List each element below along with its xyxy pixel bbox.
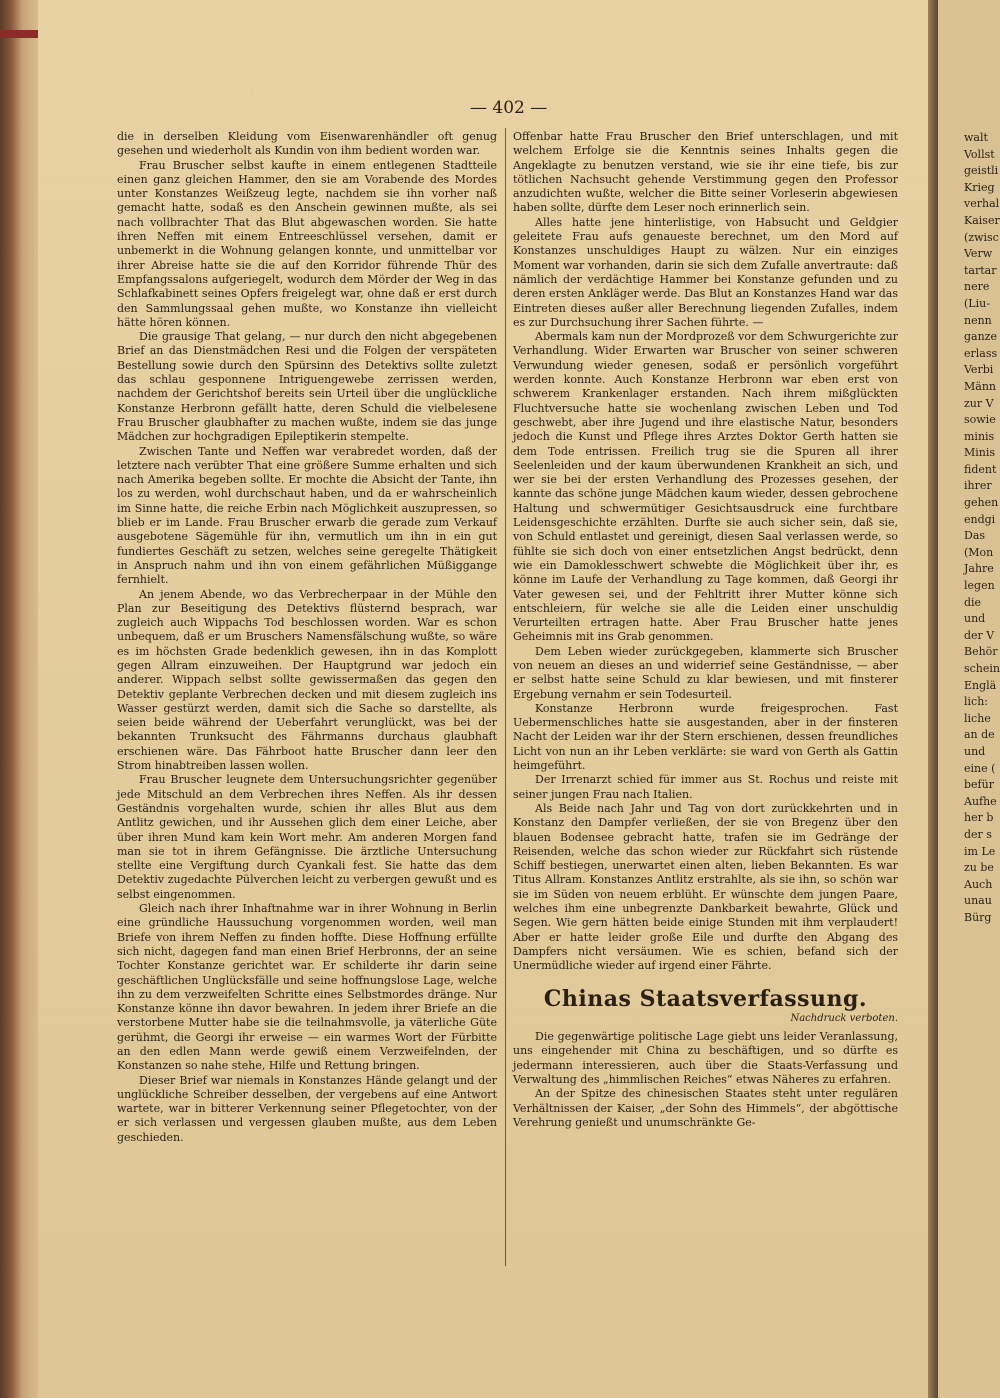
facing-page-fragment: Kaiser [964, 213, 1000, 227]
facing-page-text [964, 130, 1000, 927]
article-paragraph: An der Spitze des chinesischen Staates steht unter regulären Verhältnissen der Kaiser, „der Sohn des Himmels“, der abgöttische Verehrung genießt und unumschränkte Ge- [513, 1087, 898, 1129]
edge-red-stripe [0, 30, 38, 38]
facing-page-fragment: Aufhe [964, 794, 997, 808]
book-edge [0, 0, 38, 1398]
facing-page-fragment: sowie [964, 413, 996, 427]
paragraph: Konstanze Herbronn wurde freigesprochen. Fast Uebermenschliches hatte sie ausgestanden, aber in der finsteren Nacht der Leiden war ihr der Stern erschienen, dessen freundliches Licht von nun an ihr Leben verklärte: sie ward von Gerth als Gattin heimgeführt. [513, 701, 898, 773]
facing-page-fragment: her b [964, 811, 994, 825]
facing-page-fragment: Bürg [964, 910, 992, 924]
paragraph: Frau Bruscher leugnete dem Untersuchungsrichter gegenüber jede Mitschuld an dem Verbrechen ihres Neffen. Als ihr dessen Geständnis vorgehalten wurde, schien ihr alles Blut aus dem Antlitz gewichen, und ihr Aussehen glich dem einer Leiche, aber über ihren Mund kam kein Wort mehr. Am anderen Morgen fand man sie tot in ihrem Gefängnisse. Die ärztliche Untersuchung stellte eine Vergiftung durch Cyankali fest. Sie hatte das dem Detektiv zugedachte Pülverchen leicht zu verbergen gewußt und es selbst eingenommen. [117, 773, 497, 901]
facing-page-fragment: Minis [964, 446, 996, 460]
facing-page-fragment: minis [964, 429, 995, 443]
paragraph: Die grausige That gelang, — nur durch den nicht abgegebenen Brief an das Dienstmädchen Resi und die Folgen der verspäteten Bestellung sowie durch den Spürsinn des Detektivs sollte zuletzt das schlau gesponnene Intriguengewebe zerrissen werden, nachdem der Gerichtshof bereits sein Urteil über die unglückliche Konstanze Herbronn gefällt hatte, deren Schuld die vielbelesene Frau Bruscher glaubhafter zu machen wußte, indem sie das junge Mädchen zur hochgradigen Epileptikerin stempelte. [117, 330, 497, 444]
facing-page-fragment: Auch [964, 877, 993, 891]
facing-page-fragment: ihrer [964, 479, 992, 493]
facing-page-fragment: tartar [964, 263, 997, 277]
facing-page-fragment: nere [964, 280, 990, 294]
facing-page-fragment: Verw [964, 247, 993, 261]
facing-page-fragment: fident [964, 462, 997, 476]
facing-page-fragment: Englä [964, 678, 997, 692]
paragraph: Frau Bruscher selbst kaufte in einem entlegenen Stadtteile einen ganz gleichen Hammer, den sie am Vorabende des Mordes unter Konstanzes Weißzeug legte, nachdem sie ihn vorher naß gemacht hatte, sodaß es den Anschein gewinnen mußte, als sei nach vollbrachter That das Blut abgewaschen worden. Sie hatte ihren Neffen mit einem Entreeschlüssel versehen, damit er unbemerkt in die Wohnung gelangen konnte, und unmittelbar vor ihrer Abreise hatte sie die auf den Korridor führende Thür des Empfangssalons aufgeriegelt, wodurch dem Mörder der Weg in das Schlafkabinett seines Opfers freigelegt war, ohne daß er erst durch den Sammlungssaal gehen mußte, wo Konstanze ihn vielleicht hätte hören können. [117, 158, 497, 329]
facing-page-fragment: verhal [964, 197, 1000, 211]
facing-page-fragment: Vollst [964, 147, 995, 161]
paragraph: Alles hatte jene hinterlistige, von Habsucht und Geldgier geleitete Frau aufs genaueste berechnet, um den Mord auf Konstanzes unschuldiges Haupt zu wälzen. Nur ein einziges Moment war vorhanden, darin sie sich dem Zufalle anvertraute: daß nämlich der verdächtige Hammer bei Konstanze gefunden und zu deren ersten Ankläger werde. Das Blut an Konstanzes Hand war das Eintreten dieses außer aller Berechnung liegenden Zufalles, indem es zur Durchsuchung ihrer Sachen führte. — [513, 215, 898, 329]
paragraph: Dem Leben wieder zurückgegeben, klammerte sich Bruscher von neuem an dieses an und widerrief seine Geständnisse, — aber er selbst hatte seine Schuld zu klar bewiesen, und mit finsterer Ergebung vernahm er sein Todesurteil. [513, 644, 898, 701]
paragraph: Abermals kam nun der Mordprozeß vor dem Schwurgerichte zur Verhandlung. Wider Erwarten war Bruscher von seiner schweren Verwundung wieder genesen, sodaß er persönlich vorgeführt werden konnte. Auch Konstanze Herbronn war eben erst von schwerem Krankenlager erstanden. Nach ihrem mißglückten Fluchtversuche hatte sie wochenlang zwischen Leben und Tod geschwebt, aber ihre Jugend und ihre elastische Natur, besonders jedoch die Kunst und Pflege ihres Arztes Doktor Gerth hatten sie dem Tode entrissen. Freilich trug sie die Spuren all ihrer Seelenleiden und der kaum überwundenen Krankheit an sich, und wer sie bei der ersten Verhandlung des Prozesses gesehen, der kannte das schöne junge Mädchen kaum wieder, dessen gebrochene Haltung und schwermütiger Gesichtsausdruck eine furchtbare Leidensgeschichte erzählten. Durfte sie auch sicher sein, daß sie, von Schuld entlastet und gereinigt, diesen Saal verlassen werde, so fühlte sie sich doch von einer entsetzlichen Angst bedrückt, denn wie ein Damoklesschwert schwebte die Möglichkeit über ihr, es könne im Laufe der Verhandlung zu Tage kommen, daß Georgi ihr Vater gewesen sei, und der Fehltritt ihrer Mutter könne sich entschleiern, für welche sie alle die Leiden einer unschuldig Verurteilten ertragen hatte. Aber Frau Bruscher hatte jenes Geheimnis mit ins Grab genommen. [513, 330, 898, 644]
paragraph: Dieser Brief war niemals in Konstanzes Hände gelangt und der unglückliche Schreiber desselben, der vergebens auf eine Antwort wartete, war in bitterer Verkennung seiner Pflegetochter, von der er sich verlassen und vergessen glauben mußte, aus dem Leben geschieden. [117, 1073, 497, 1144]
facing-page-fragment: nenn [964, 313, 992, 327]
facing-page-fragment: ganze [964, 330, 997, 344]
facing-page-fragment: unau [964, 894, 992, 908]
paragraph: Offenbar hatte Frau Bruscher den Brief unterschlagen, und mit welchem Erfolge sie die Kenntnis seines Inhalts gegen die Angeklagte zu benutzen verstand, wie sie ihr eine tiefe, bis zur tötlichen Nachsucht gehende Verstimmung gegen den Professor anzudichten wußte, welcher die Bitte seiner Vorleserin abgewiesen haben sollte, dürfte dem Leser noch erinnerlich sein. [513, 130, 898, 215]
facing-page-fragment: legen [964, 579, 995, 593]
facing-page-fragment: die [964, 595, 982, 609]
facing-page-fragment: Das [964, 529, 986, 543]
facing-page-fragment: lich: [964, 695, 988, 709]
column-divider [505, 128, 506, 1266]
facing-page-fragment: eine ( [964, 761, 996, 775]
article-headline: Chinas Staatsverfassung. [543, 985, 868, 1012]
facing-page-fragment: zur V [964, 396, 994, 410]
facing-page-fragment: Krieg [964, 180, 995, 194]
facing-page-fragment: (Mon [964, 545, 994, 559]
facing-page-fragment: gehen [964, 496, 999, 510]
facing-page-fragment: schein [964, 662, 1000, 675]
facing-page-fragment: Männ [964, 379, 996, 393]
paragraph: Gleich nach ihrer Inhaftnahme war in ihrer Wohnung in Berlin eine gründliche Haussuchung vorgenommen worden, weil man Briefe von ihrem Neffen zu finden hoffte. Diese Hoffnung erfüllte sich nicht, dagegen fand man einen Brief Herbronns, der an seine Tochter Konstanze gerichtet war. Er schilderte ihr darin seine geschäftlichen Unglücksfälle und seine hoffnungslose Lage, welche ihn zu dem verzweifelten Schritte eines Selbstmordes dränge. Nur Konstanze könne ihn davor bewahren. In jedem ihrer Briefe an die verstorbene Mutter habe sie die teilnahmsvolle, ja väterliche Güte gerühmt, die Georgi ihr erweise — ein warmes Wort der Fürbitte an den edlen Mann werde gewiß einem Verzweifelnden, der Konstanzen so nahe stehe, Hilfe und Rettung bringen. [117, 902, 497, 1073]
book-gutter [928, 0, 938, 1398]
paragraph: Der Irrenarzt schied für immer aus St. Rochus und reiste mit seiner jungen Frau nach Italien. [513, 773, 898, 801]
paragraph: An jenem Abende, wo das Verbrecherpaar in der Mühle den Plan zur Beseitigung des Detektivs flüsternd besprach, war zugleich auch Wippachs Tod beschlossen worden. War es schon unbequem, daß er um Bruschers Namensfälschung wußte, so wäre es im höchsten Grade bedenklich gewesen, ihn in das Komplott gegen Allram einzuweihen. Der Hauptgrund war jedoch ein anderer. Wippach selbst sollte gewissermaßen das gegen den Detektiv geplante Verbrechen decken und mit diesem zugleich ins Wasser gestürzt werden, damit sich die Sache so darstellte, als seien beide während der Ueberfahrt verunglückt, was bei der bekannten Trunksucht des Fährmanns durchaus glaubhaft erschienen wäre. Das Fährboot hatte Bruscher dann leer den Strom hinabtreiben lassen wollen. [117, 587, 497, 773]
facing-page-fragment: an de [964, 728, 995, 742]
article-paragraph: Die gegenwärtige politische Lage giebt uns leider Veranlassung, uns eingehender mit China zu beschäftigen, und so dürfte es jedermann interessieren, auch über die Staats-Verfassung und Verwaltung des „himmlischen Reiches“ etwas Näheres zu erfahren. [513, 1030, 898, 1086]
facing-page-fragment: befür [964, 778, 994, 792]
facing-page-fragment: im Le [964, 844, 996, 858]
facing-page-fragment: geistli [964, 164, 999, 178]
page-number: — 402 — [470, 98, 548, 118]
reprint-note: Nachdruck verboten. [790, 1012, 898, 1024]
facing-page-fragment: liche [964, 711, 991, 725]
facing-page-fragment: erlass [964, 346, 998, 360]
left-column [117, 130, 497, 1145]
facing-page-fragment: der V [964, 628, 995, 642]
facing-page-fragment: (Liu- [964, 296, 990, 310]
facing-page-fragment: zu be [964, 861, 994, 875]
facing-page-fragment: Verbi [964, 363, 994, 377]
facing-page [938, 0, 1000, 1398]
facing-page-fragment: Jahre [964, 562, 994, 576]
paragraph: Als Beide nach Jahr und Tag von dort zurückkehrten und in Konstanz den Dampfer verließen, der sie von Bregenz über den blauen Bodensee gebracht hatte, trafen sie im Gedränge der Reisenden, welche das schon wieder zur Rückfahrt sich rüstende Schiff bestiegen, unerwartet einen alten, lieben Bekannten. Es war Titus Allram. Konstanzes Antlitz erstrahlte, als sie ihn, so schön war sie im Süden von neuem erblüht. Er wünschte dem jungen Paare, welches ihm eine unbegrenzte Dankbarkeit bewahrte, Glück und Segen. Wie gern hätten beide einige Stunden mit ihm verplaudert! Aber er hatte leider große Eile und durfte den Abgang des Dampfers nicht versäumen. Wie es schien, befand sich der Unermüdliche wieder auf irgend einer Fährte. [513, 801, 898, 973]
right-column [513, 130, 898, 1130]
paragraph: Zwischen Tante und Neffen war verabredet worden, daß der letztere nach verübter That eine größere Summe erhalten und sich nach Amerika begeben sollte. Er mochte die Absicht der Tante, ihn los zu werden, wohl durchschaut haben, und da er wahrscheinlich im Sinne hatte, die reiche Erbin nach Möglichkeit auszupressen, so blieb er im Lande. Frau Bruscher erwarb die gerade zum Verkauf ausgebotene Sägemühle für ihn, vermutlich um ihn in ein gut fundiertes Geschäft zu setzen, welches seine geregelte Thätigkeit in Anspruch nahm und ihn von einem gefährlichen Müßiggange fernhielt. [117, 444, 497, 587]
paragraph: die in derselben Kleidung vom Eisenwarenhändler oft genug gesehen und wiederholt als Kundin von ihm bedient worden war. [117, 130, 497, 158]
facing-page-fragment: der s [964, 827, 992, 841]
facing-page-fragment: und [964, 744, 986, 758]
facing-page-fragment: und [964, 612, 986, 626]
facing-page-fragment: Behör [964, 645, 998, 659]
facing-page-fragment: endgi [964, 512, 996, 526]
facing-page-fragment: walt [964, 131, 988, 144]
facing-page-fragment: (zwisc [964, 230, 999, 244]
